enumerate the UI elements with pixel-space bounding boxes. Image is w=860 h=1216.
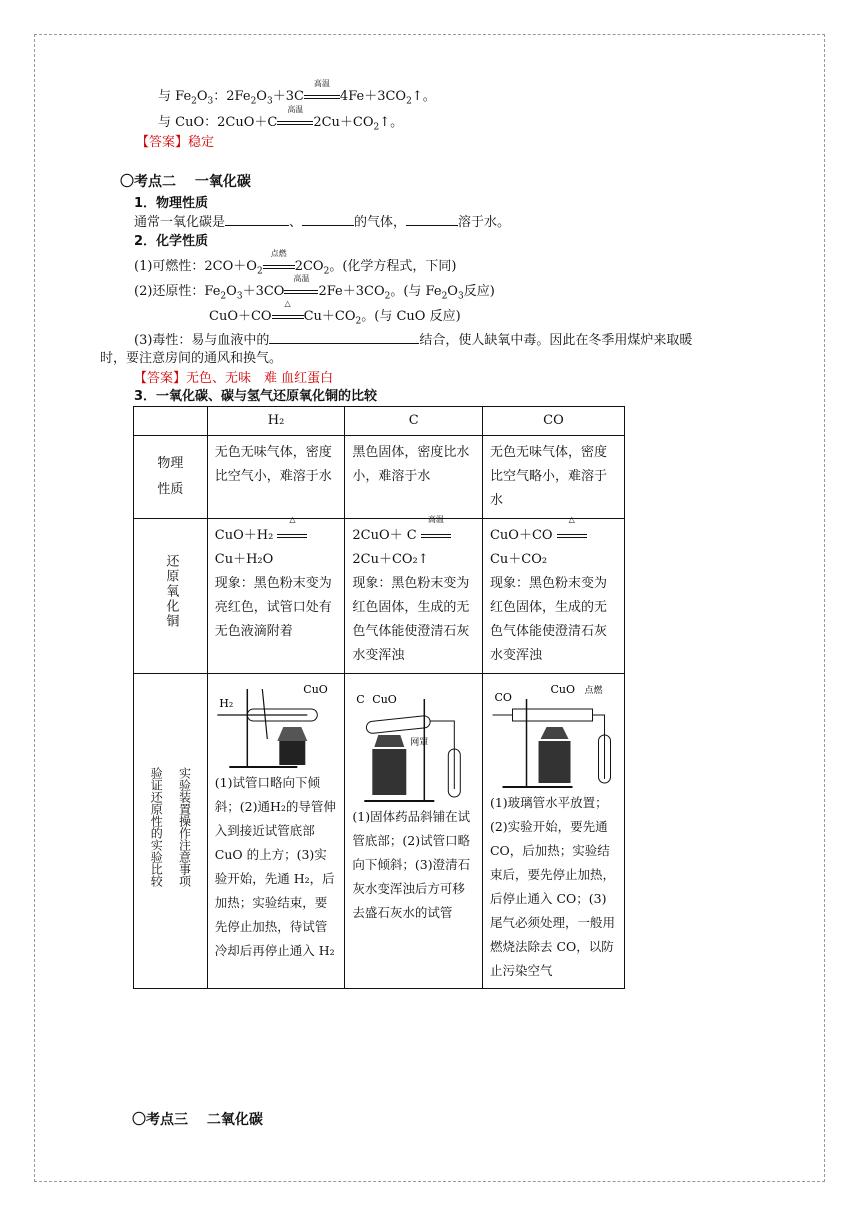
comparison-table (133, 406, 625, 989)
svg-text:CuO: CuO (303, 683, 328, 696)
answer-2: 【答案】无色、无味 难 血红蛋白 (134, 371, 334, 386)
condition-mark: △ (277, 524, 307, 548)
table-cell: C CuO 网罩 (1)固体药品斜铺在试管底部；(2)试管口略向下倾斜；(3)澄清石灰水变浑浊后方可移去盛石灰水的试管 (345, 674, 483, 989)
svg-text:CO: CO (494, 691, 512, 704)
table-cell: 2CuO＋ C 高温 2Cu＋CO₂↑ 现象：黑色粉末变为红色固体，生成的无色气体能使澄清石灰水变浑浊 (345, 519, 483, 674)
table-cell: CuO＋CO △ Cu＋CO₂ 现象：黑色粉末变为红色固体，生成的无色气体能使澄清石灰水变浑浊 (482, 519, 624, 674)
combustion-equation: (1)可燃性：$2CO+O_2$ 点燃 $2CO_2$。(化学方程式，下同) (134, 249, 457, 277)
table-row (134, 674, 625, 989)
condition-mark: △ (272, 308, 304, 326)
blank-3 (406, 213, 458, 226)
table-header-cell: CO (482, 407, 624, 436)
co-apparatus-figure (490, 679, 617, 791)
svg-text:C: C (356, 693, 366, 706)
reduction-cuo: CuO＋CO △ $Cu+CO_2$。(与 CuO 反应) (209, 299, 461, 327)
blank-1 (225, 213, 289, 226)
table-cell: H₂ CuO (1)试管口略向下倾斜；(2)通H₂的导管伸入到接近试管底部 CuO 的上方；(3)实验开始，先通 H₂，后加热；实验结束，要先停止加热，待试管冷却后再停止通入 H₂ (207, 674, 345, 989)
row-label: 还原氧化铜 (134, 519, 208, 674)
toxicity-text-2: 时，要注意房间的通风和换气。 (100, 351, 283, 366)
table-row (134, 436, 625, 519)
blank-4 (269, 331, 419, 344)
table-cell: 黑色固体，密度比水小，难溶于水 (345, 436, 483, 519)
condition-mark: △ (557, 524, 587, 548)
table-cell: 无色无味气体，密度比空气小，难溶于水 (207, 436, 345, 519)
table-row (134, 519, 625, 674)
condition-mark: 高温 (304, 88, 340, 106)
physical-text: 通常一氧化碳是 、 的气体， 溶于水。 (134, 215, 511, 230)
blank-2 (302, 213, 354, 226)
condition-mark: 高温 (277, 114, 313, 132)
row-label: 物理性质 (134, 436, 208, 519)
condition-mark: 高温 (284, 283, 318, 301)
reduction-fe2o3: (2)还原性：$Fe_2O_3+3CO$ 高温 $2Fe+3CO_2$。(与 $Fe_2O_3$反应) (134, 274, 495, 302)
table-cell: 无色无味气体，密度比空气略小，难溶于水 (482, 436, 624, 519)
subtitle-comparison: 3．一氧化碳、碳与氢气还原氧化铜的比较 (134, 389, 378, 404)
condition-mark: 点燃 (263, 258, 295, 276)
svg-text:CuO: CuO (550, 683, 576, 696)
answer-1: 【答案】稳定 (136, 135, 215, 150)
h2-apparatus-figure (215, 679, 338, 771)
table-header-cell: C (345, 407, 483, 436)
svg-text:网罩: 网罩 (410, 738, 429, 748)
section-title-co: 〇考点二 一氧化碳 (120, 174, 251, 190)
cuo-equation: 与 CuO：2CuO＋C 高温 $2Cu+CO_2↑$。 (158, 105, 404, 133)
svg-text:点燃: 点燃 (584, 686, 603, 696)
svg-text:H₂: H₂ (219, 697, 234, 710)
table-cell: CO CuO 点燃 (1)玻璃管水平放置；(2)实验开始，要先通 CO，后加热；实验结束后，要先停止加热，后停止通入 CO；(3)尾气必须处理，一般用燃烧法除去 CO，以防止污染空气 (482, 674, 624, 989)
toxicity-text: (3)毒性：易与血液中的 结合，使人缺氧中毒。因此在冬季用煤炉来取暖 (134, 333, 693, 348)
row-label: 验证还原性的实验比较 实验装置操作注意事项 (134, 674, 208, 989)
subtitle-chemical: 2．化学性质 (134, 234, 209, 249)
table-header-row (134, 407, 625, 436)
table-cell: CuO＋H₂ △ Cu＋H₂O 现象：黑色粉末变为亮红色，试管口处有无色液滴附着 (207, 519, 345, 674)
svg-text:CuO: CuO (372, 693, 398, 706)
fe2o3-equation: 与 $Fe_2O_3$：$2Fe_2O_3+3C$ 高温 $4Fe+3CO_2↑$。 (158, 79, 436, 107)
table-header-cell (134, 407, 208, 436)
subtitle-physical: 1．物理性质 (134, 196, 209, 211)
table-header-cell: H₂ (207, 407, 345, 436)
c-apparatus-figure (352, 679, 475, 805)
condition-mark: 高温 (421, 524, 451, 548)
section-title-co2: 〇考点三 二氧化碳 (132, 1112, 263, 1128)
